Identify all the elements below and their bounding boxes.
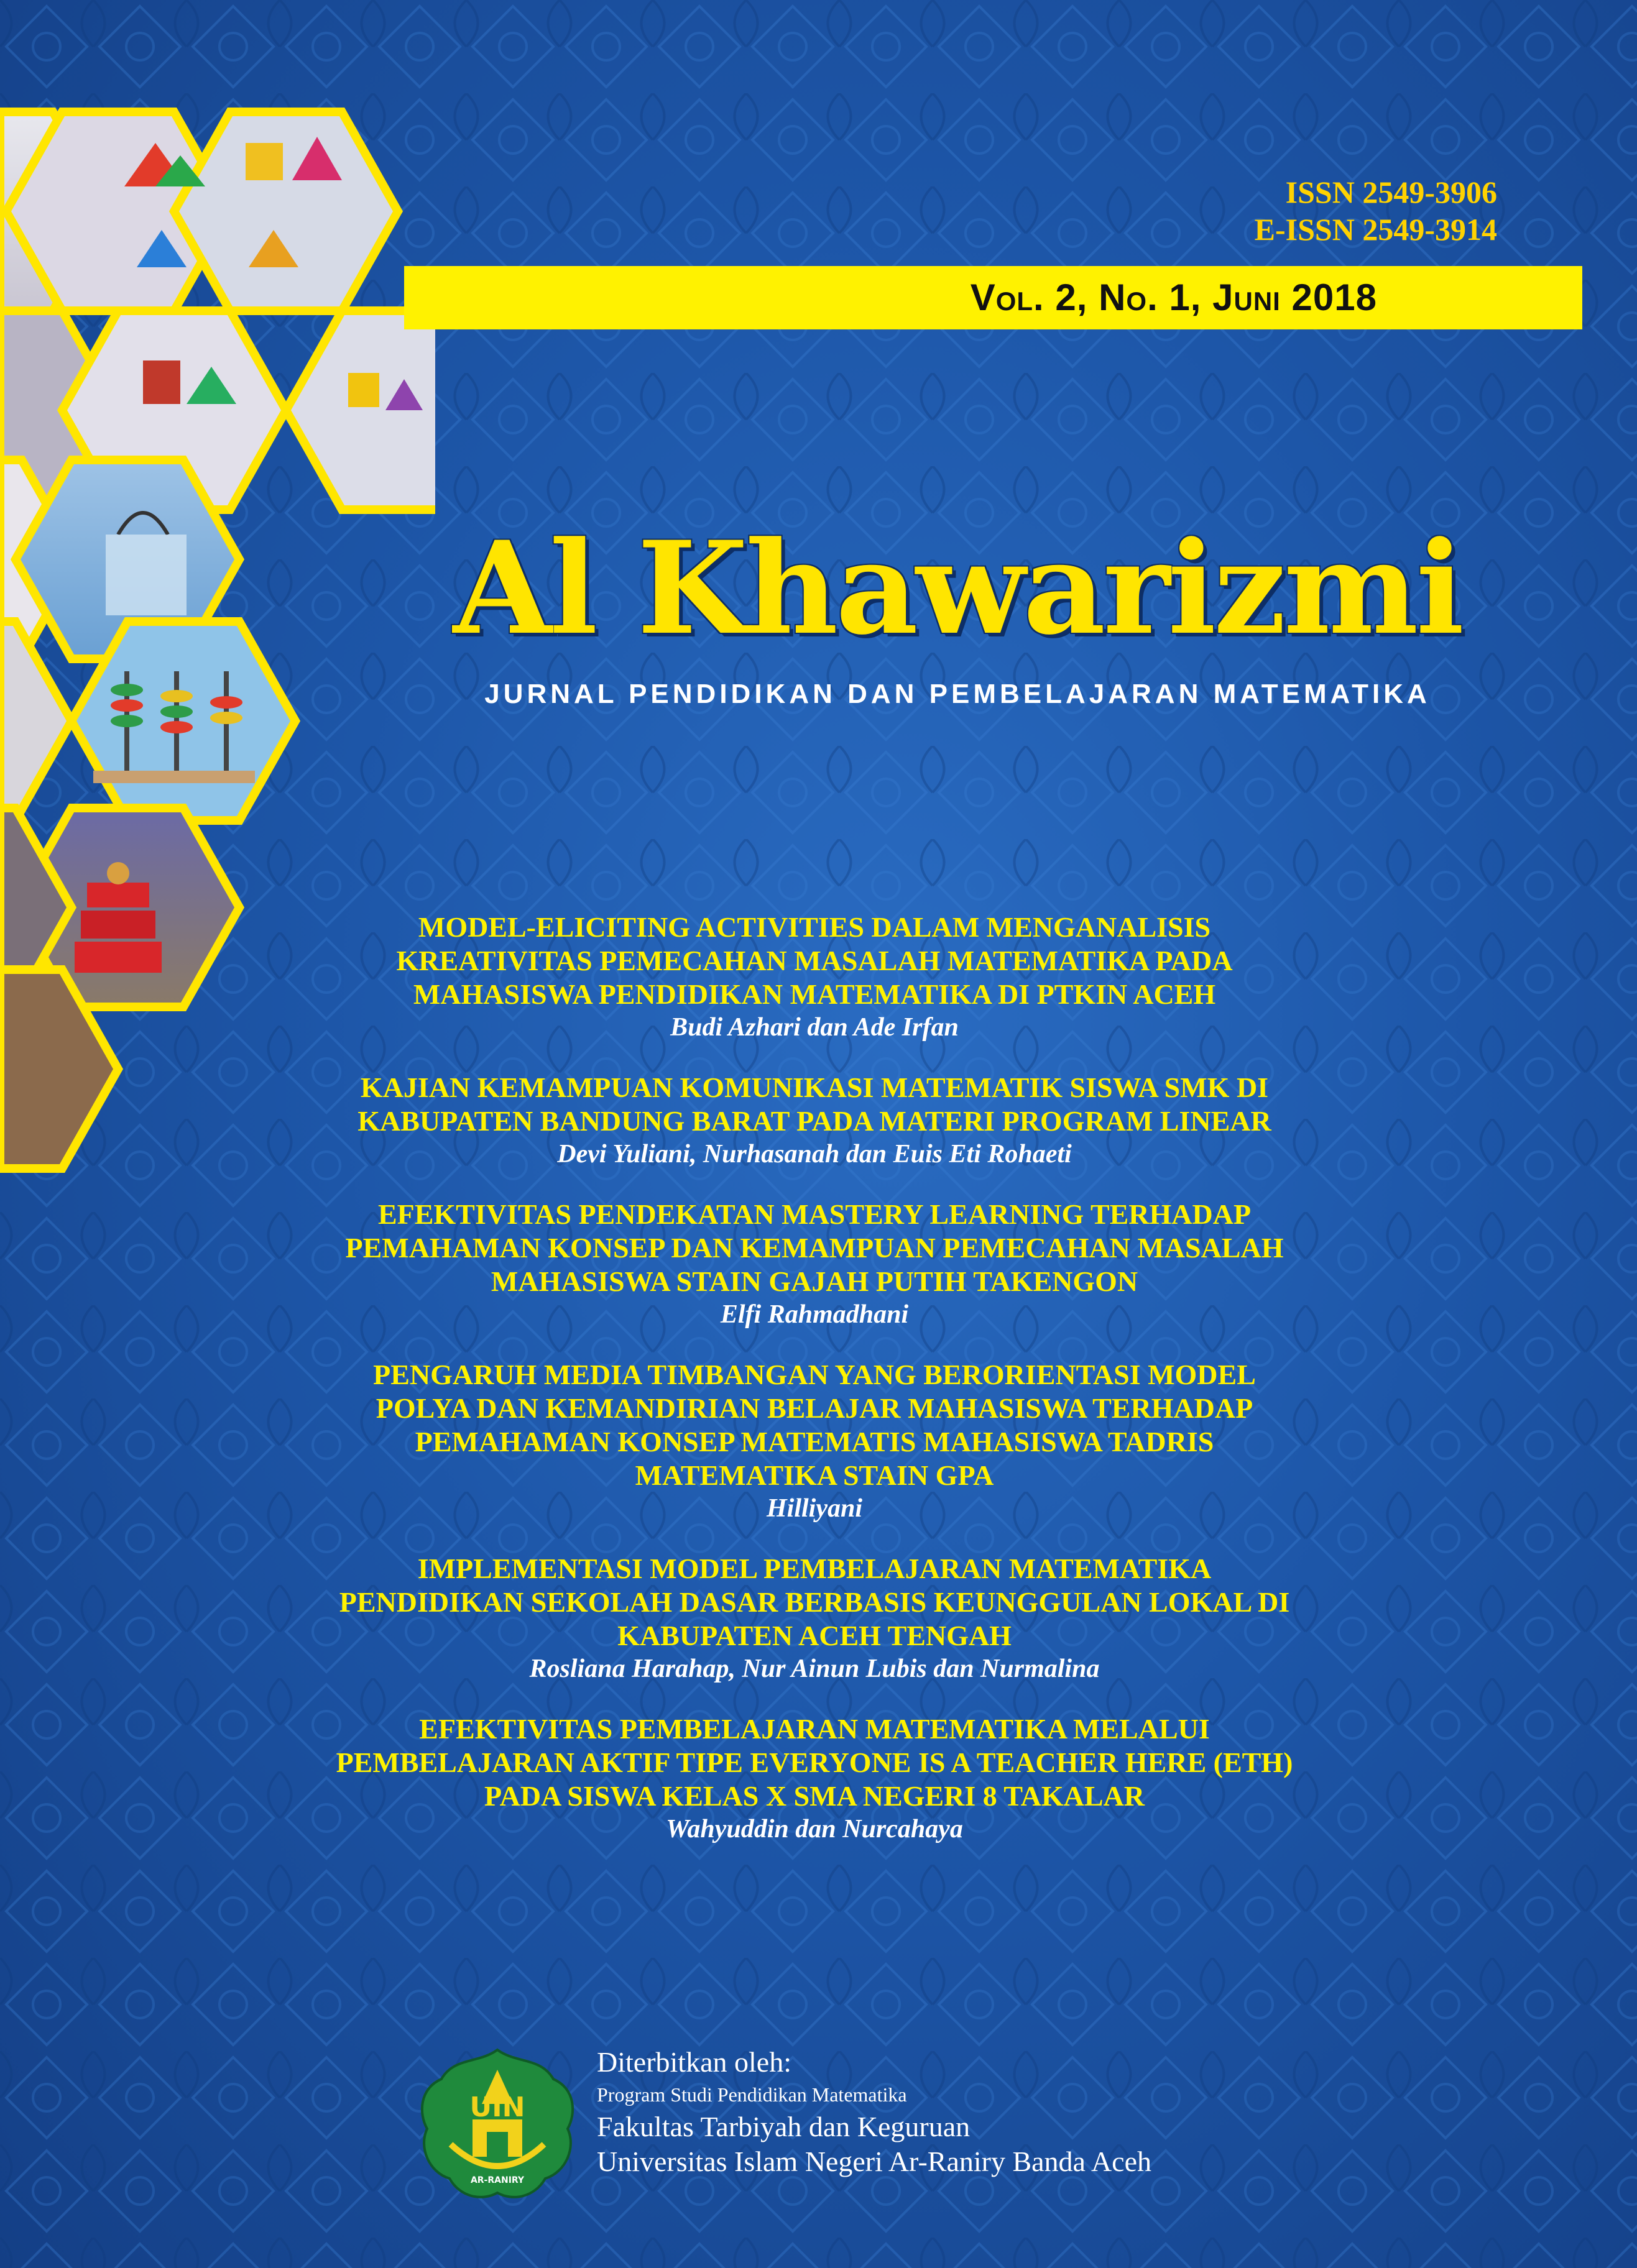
volume-text: Vol. 2, No. 1, Juni 2018 bbox=[970, 277, 1377, 318]
article-title: KAJIAN KEMAMPUAN KOMUNIKASI MATEMATIK SISWA SMK DI KABUPATEN BANDUNG BARAT PADA MATERI PROGRAM LINEAR bbox=[357, 1072, 1271, 1137]
journal-subtitle: JURNAL PENDIDIKAN DAN PEMBELAJARAN MATEMATIKA bbox=[484, 679, 1431, 709]
article-entry bbox=[236, 1071, 1393, 1170]
hex-photo-shelf-3 bbox=[174, 112, 398, 311]
article-authors: Wahyuddin dan Nurcahaya bbox=[666, 1815, 963, 1843]
logo-text: UIN bbox=[469, 2091, 525, 2123]
publisher-university: Universitas Islam Negeri Ar-Raniry Banda Aceh bbox=[597, 2146, 1151, 2177]
publisher-label: Diterbitkan oleh: bbox=[597, 2046, 791, 2078]
article-title: IMPLEMENTASI MODEL PEMBELAJARAN MATEMATIKA PENDIDIKAN SEKOLAH DASAR BERBASIS KEUNGGULAN LOKAL DI KABUPATEN ACEH TENGAH bbox=[339, 1553, 1290, 1651]
article-entry bbox=[236, 911, 1393, 1044]
article-entry bbox=[236, 1552, 1393, 1685]
article-authors: Budi Azhari dan Ade Irfan bbox=[670, 1013, 959, 1042]
article-authors: Devi Yuliani, Nurhasanah dan Euis Eti Rohaeti bbox=[557, 1140, 1072, 1168]
article-title: PENGARUH MEDIA TIMBANGAN YANG BERORIENTASI MODEL POLYA DAN KEMANDIRIAN BELAJAR MAHASISWA TERHADAP PEMAHAMAN KONSEP MATEMATIS MAHASISWA TADRIS MATEMATIKA STAIN GPA bbox=[373, 1359, 1256, 1491]
volume-banner bbox=[404, 266, 1582, 329]
issn-online: E-ISSN 2549-3914 bbox=[1254, 212, 1497, 247]
article-title: MODEL-ELICITING ACTIVITIES DALAM MENGANALISIS KREATIVITAS PEMECAHAN MASALAH MATEMATIKA PADA MAHASISWA PENDIDIKAN MATEMATIKA DI PTKIN ACEH bbox=[396, 911, 1233, 1010]
article-authors: Elfi Rahmadhani bbox=[720, 1300, 909, 1329]
article-authors: Rosliana Harahap, Nur Ainun Lubis dan Nurmalina bbox=[529, 1655, 1100, 1683]
article-title: EFEKTIVITAS PENDEKATAN MASTERY LEARNING TERHADAP PEMAHAMAN KONSEP DAN KEMAMPUAN PEMECAHAN MASALAH MAHASISWA STAIN GAJAH PUTIH TAKENGON bbox=[345, 1198, 1284, 1297]
publisher-program: Program Studi Pendidikan Matematika bbox=[597, 2083, 907, 2106]
hex-photo-left-2 bbox=[0, 622, 71, 820]
article-entry bbox=[236, 1712, 1393, 1845]
article-title: EFEKTIVITAS PEMBELAJARAN MATEMATIKA MELALUI PEMBELAJARAN AKTIF TIPE EVERYONE IS A TEACHER HERE (ETH) PADA SISWA KELAS X SMA NEGERI 8 TAKALAR bbox=[336, 1713, 1293, 1812]
table-of-contents bbox=[236, 911, 1393, 1873]
article-authors: Hilliyani bbox=[766, 1494, 862, 1523]
article-entry bbox=[236, 1198, 1393, 1331]
article-entry bbox=[236, 1358, 1393, 1525]
issn-print: ISSN 2549-3906 bbox=[1285, 175, 1497, 209]
uin-ar-raniry-logo bbox=[413, 2045, 581, 2206]
publisher-faculty: Fakultas Tarbiyah dan Keguruan bbox=[597, 2111, 971, 2142]
journal-title: Al Khawarizmi bbox=[453, 514, 1462, 663]
publisher-text bbox=[597, 2045, 1405, 2179]
logo-subtext: AR-RANIRY bbox=[470, 2175, 525, 2185]
